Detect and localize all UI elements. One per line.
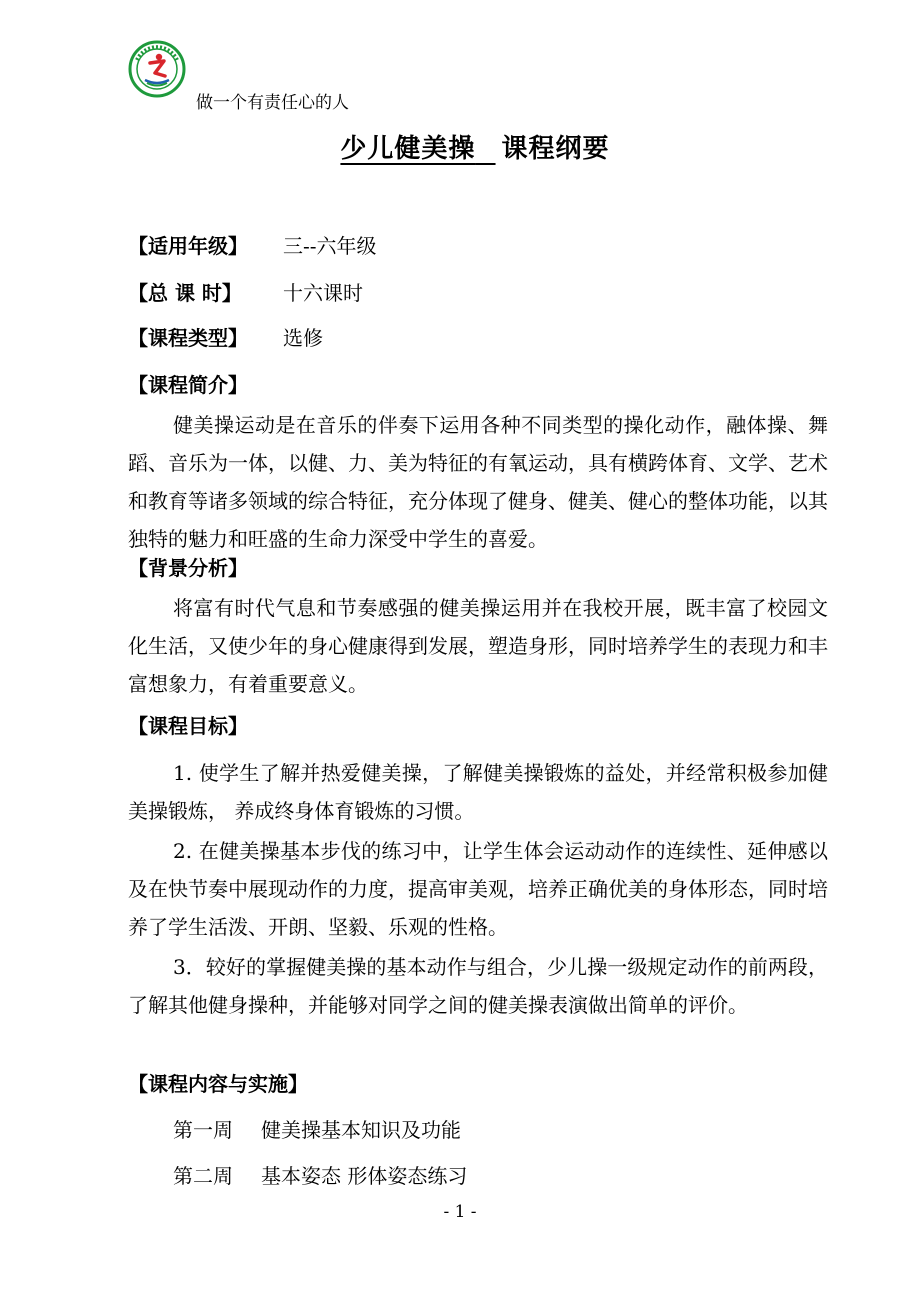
- meta-label: 【课程类型】: [128, 326, 248, 350]
- meta-row-grade: [128, 230, 377, 259]
- week-topic: 健美操基本知识及功能: [261, 1118, 461, 1142]
- meta-value: 十六课时: [283, 281, 363, 305]
- page-number: - 1 -: [443, 1202, 477, 1222]
- background-paragraph: 将富有时代气息和节奏感强的健美操运用并在我校开展，既丰富了校园文化生活，又使少年的身心健康得到发展，塑造身形，同时培养学生的表现力和丰富想象力，有着重要意义。: [128, 596, 828, 696]
- section-heading-content: 【课程内容与实施】: [128, 1072, 308, 1096]
- section-heading-intro: 【课程简介】: [128, 373, 248, 397]
- meta-value: 三--六年级: [283, 234, 377, 258]
- intro-paragraph: 健美操运动是在音乐的伴奏下运用各种不同类型的操化动作，融体操、舞蹈、音乐为一体，以健、力、美为特征的有氧运动，具有横跨体育、文学、艺术和教育等诸多领域的综合特征，充分体现了健身、健美、健心的整体功能，以其独特的魅力和旺盛的生命力深受中学生的喜爱。: [128, 413, 828, 551]
- course-name: 少儿健美操: [340, 134, 476, 164]
- meta-row-hours: [128, 277, 363, 306]
- week-label: 第二周: [173, 1164, 233, 1188]
- meta-label: 【适用年级】: [128, 234, 248, 258]
- school-logo-icon: [128, 40, 186, 98]
- school-motto: 做一个有责任心的人: [196, 93, 349, 113]
- title-suffix: 课程纲要: [501, 134, 610, 164]
- meta-row-type: [128, 322, 323, 351]
- section-heading-goals: 【课程目标】: [128, 714, 248, 738]
- meta-label: 【总 课 时】: [128, 281, 242, 305]
- week-topic: 基本姿态 形体姿态练习: [261, 1164, 468, 1188]
- goal-item-1: 1. 使学生了解并热爱健美操，了解健美操锻炼的益处，并经常积极参加健美操锻炼， 养成终身体育锻炼的习惯。: [128, 761, 828, 823]
- goal-item-2: 2. 在健美操基本步伐的练习中，让学生体会运动动作的连续性、延伸感以及在快节奏中展现动作的力度，提高审美观，培养正确优美的身体形态，同时培养了学生活泼、开朗、坚毅、乐观的性格。: [128, 839, 828, 939]
- section-heading-background: 【背景分析】: [128, 556, 248, 580]
- week-row: [173, 1160, 467, 1189]
- goal-item-3: 3．较好的掌握健美操的基本动作与组合，少儿操一级规定动作的前两段，了解其他健身操种，并能够对同学之间的健美操表演做出简单的评价。: [128, 955, 828, 1017]
- page-title: [0, 128, 920, 165]
- week-row: [173, 1114, 461, 1143]
- page-header: [128, 40, 528, 120]
- meta-value: 选修: [283, 326, 323, 350]
- week-label: 第一周: [173, 1118, 233, 1142]
